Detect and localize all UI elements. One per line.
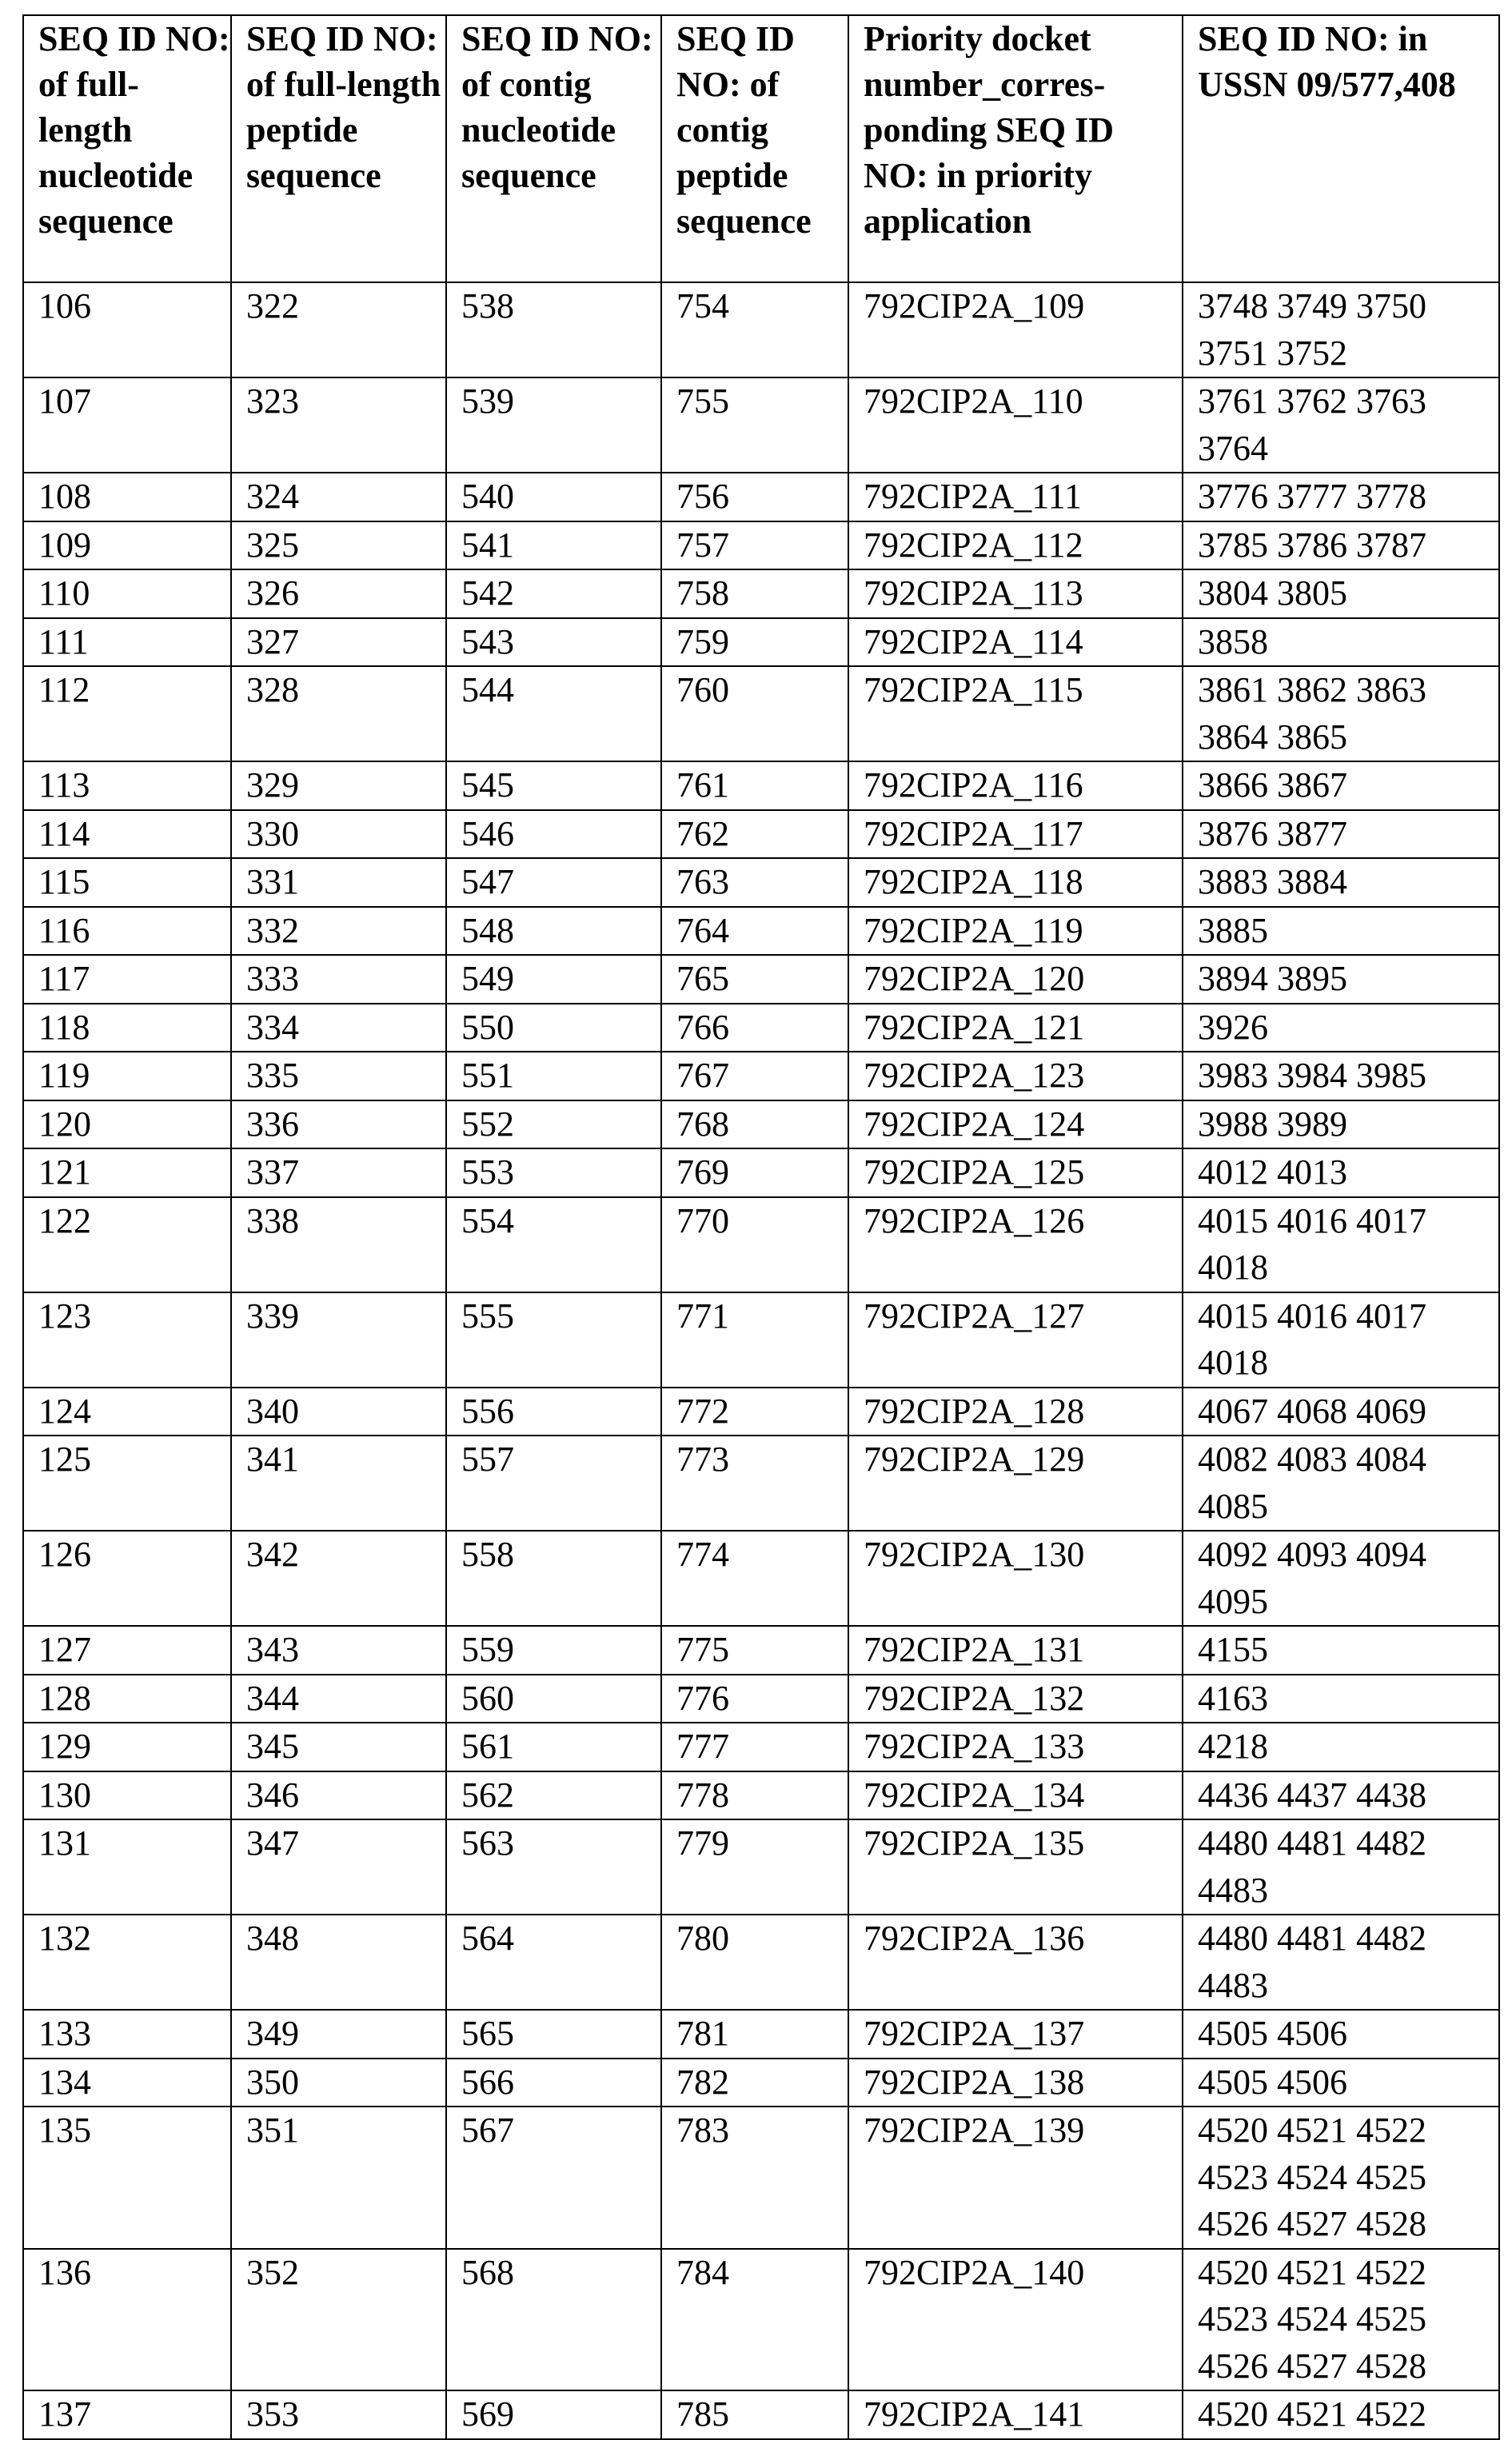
contig-nucleotide-cell: 567 (446, 2107, 661, 2249)
full-nucleotide-cell: 111 (23, 618, 231, 667)
full-peptide-cell: 347 (231, 1819, 446, 1915)
full-peptide-cell: 346 (231, 1771, 446, 1820)
contig-nucleotide-cell: 555 (446, 1292, 661, 1388)
priority-docket-cell: 792CIP2A_124 (848, 1100, 1183, 1149)
table-row (23, 377, 1499, 473)
table-row (23, 1675, 1499, 1723)
priority-docket-cell: 792CIP2A_111 (848, 473, 1183, 521)
contig-peptide-cell: 775 (661, 1626, 848, 1675)
full-peptide-cell: 327 (231, 618, 446, 667)
full-nucleotide-cell: 108 (23, 473, 231, 521)
full-nucleotide-cell: 120 (23, 1100, 231, 1149)
table-row (23, 955, 1499, 1004)
seq-id-table (22, 14, 1500, 2440)
priority-docket-cell: 792CIP2A_133 (848, 1723, 1183, 1771)
contig-peptide-cell: 760 (661, 666, 848, 761)
ussn-seq-id-cell: 4520 4521 4522 (1183, 2390, 1499, 2439)
ussn-seq-id-cell: 3804 3805 (1183, 569, 1499, 618)
contig-peptide-cell: 768 (661, 1100, 848, 1149)
full-peptide-cell: 353 (231, 2390, 446, 2439)
priority-docket-cell: 792CIP2A_120 (848, 955, 1183, 1004)
table-row (23, 618, 1499, 667)
priority-docket-cell: 792CIP2A_135 (848, 1819, 1183, 1915)
full-peptide-cell: 352 (231, 2249, 446, 2391)
contig-peptide-cell: 774 (661, 1531, 848, 1626)
ussn-seq-id-cell: 4015 4016 4017 4018 (1183, 1197, 1499, 1292)
full-nucleotide-cell: 131 (23, 1819, 231, 1915)
table-row (23, 282, 1499, 377)
priority-docket-cell: 792CIP2A_126 (848, 1197, 1183, 1292)
full-peptide-cell: 326 (231, 569, 446, 618)
full-peptide-cell: 325 (231, 521, 446, 570)
table-row (23, 569, 1499, 618)
ussn-seq-id-cell: 3883 3884 (1183, 858, 1499, 907)
full-peptide-cell: 339 (231, 1292, 446, 1388)
full-peptide-cell: 340 (231, 1388, 446, 1436)
contig-peptide-cell: 780 (661, 1915, 848, 2010)
priority-docket-cell: 792CIP2A_112 (848, 521, 1183, 570)
full-peptide-cell: 322 (231, 282, 446, 377)
ussn-seq-id-cell: 4520 4521 4522 4523 4524 4525 4526 4527 4528 (1183, 2249, 1499, 2391)
contig-nucleotide-cell: 549 (446, 955, 661, 1004)
contig-nucleotide-cell: 561 (446, 1723, 661, 1771)
contig-nucleotide-cell: 557 (446, 1436, 661, 1531)
contig-peptide-cell: 756 (661, 473, 848, 521)
full-nucleotide-cell: 110 (23, 569, 231, 618)
table-row (23, 1915, 1499, 2010)
contig-nucleotide-cell: 548 (446, 907, 661, 956)
table-row (23, 2390, 1499, 2439)
table-row (23, 1148, 1499, 1197)
table-row (23, 521, 1499, 570)
contig-peptide-cell: 772 (661, 1388, 848, 1436)
contig-peptide-cell: 758 (661, 569, 848, 618)
table-row (23, 810, 1499, 859)
priority-docket-cell: 792CIP2A_134 (848, 1771, 1183, 1820)
ussn-seq-id-cell: 4012 4013 (1183, 1148, 1499, 1197)
contig-nucleotide-cell: 539 (446, 377, 661, 473)
full-nucleotide-cell: 126 (23, 1531, 231, 1626)
ussn-seq-id-cell: 3748 3749 3750 3751 3752 (1183, 282, 1499, 377)
priority-docket-cell: 792CIP2A_110 (848, 377, 1183, 473)
priority-docket-cell: 792CIP2A_123 (848, 1052, 1183, 1100)
contig-nucleotide-cell: 544 (446, 666, 661, 761)
ussn-seq-id-cell: 4082 4083 4084 4085 (1183, 1436, 1499, 1531)
ussn-seq-id-cell: 4092 4093 4094 4095 (1183, 1531, 1499, 1626)
contig-nucleotide-cell: 547 (446, 858, 661, 907)
contig-nucleotide-cell: 545 (446, 761, 661, 810)
table-row (23, 1436, 1499, 1531)
priority-docket-cell: 792CIP2A_117 (848, 810, 1183, 859)
ussn-seq-id-cell: 4505 4506 (1183, 2059, 1499, 2107)
priority-docket-cell: 792CIP2A_127 (848, 1292, 1183, 1388)
header-ussn-seq-id: SEQ ID NO: in USSN 09/577,408 (1183, 15, 1499, 282)
contig-nucleotide-cell: 543 (446, 618, 661, 667)
contig-peptide-cell: 769 (661, 1148, 848, 1197)
ussn-seq-id-cell: 4520 4521 4522 4523 4524 4525 4526 4527 4528 (1183, 2107, 1499, 2249)
ussn-seq-id-cell: 3926 (1183, 1004, 1499, 1052)
ussn-seq-id-cell: 3866 3867 (1183, 761, 1499, 810)
full-nucleotide-cell: 124 (23, 1388, 231, 1436)
header-row (23, 15, 1499, 282)
priority-docket-cell: 792CIP2A_116 (848, 761, 1183, 810)
priority-docket-cell: 792CIP2A_109 (848, 282, 1183, 377)
priority-docket-cell: 792CIP2A_131 (848, 1626, 1183, 1675)
contig-nucleotide-cell: 556 (446, 1388, 661, 1436)
table-row (23, 1004, 1499, 1052)
full-nucleotide-cell: 130 (23, 1771, 231, 1820)
ussn-seq-id-cell: 4155 (1183, 1626, 1499, 1675)
priority-docket-cell: 792CIP2A_114 (848, 618, 1183, 667)
full-peptide-cell: 323 (231, 377, 446, 473)
full-peptide-cell: 335 (231, 1052, 446, 1100)
contig-peptide-cell: 781 (661, 2010, 848, 2059)
ussn-seq-id-cell: 4067 4068 4069 (1183, 1388, 1499, 1436)
contig-nucleotide-cell: 565 (446, 2010, 661, 2059)
full-nucleotide-cell: 135 (23, 2107, 231, 2249)
table-row (23, 2249, 1499, 2391)
table-row (23, 1388, 1499, 1436)
ussn-seq-id-cell: 4015 4016 4017 4018 (1183, 1292, 1499, 1388)
full-peptide-cell: 328 (231, 666, 446, 761)
full-nucleotide-cell: 115 (23, 858, 231, 907)
priority-docket-cell: 792CIP2A_113 (848, 569, 1183, 618)
ussn-seq-id-cell: 4480 4481 4482 4483 (1183, 1915, 1499, 2010)
contig-nucleotide-cell: 553 (446, 1148, 661, 1197)
ussn-seq-id-cell: 3983 3984 3985 (1183, 1052, 1499, 1100)
full-nucleotide-cell: 133 (23, 2010, 231, 2059)
table-row (23, 1626, 1499, 1675)
table-row (23, 907, 1499, 956)
contig-nucleotide-cell: 541 (446, 521, 661, 570)
full-peptide-cell: 333 (231, 955, 446, 1004)
full-nucleotide-cell: 116 (23, 907, 231, 956)
ussn-seq-id-cell: 3876 3877 (1183, 810, 1499, 859)
priority-docket-cell: 792CIP2A_129 (848, 1436, 1183, 1531)
ussn-seq-id-cell: 3894 3895 (1183, 955, 1499, 1004)
table-row (23, 2010, 1499, 2059)
contig-nucleotide-cell: 552 (446, 1100, 661, 1149)
priority-docket-cell: 792CIP2A_119 (848, 907, 1183, 956)
ussn-seq-id-cell: 3858 (1183, 618, 1499, 667)
full-nucleotide-cell: 125 (23, 1436, 231, 1531)
full-nucleotide-cell: 128 (23, 1675, 231, 1723)
contig-nucleotide-cell: 540 (446, 473, 661, 521)
ussn-seq-id-cell: 4163 (1183, 1675, 1499, 1723)
contig-peptide-cell: 764 (661, 907, 848, 956)
priority-docket-cell: 792CIP2A_121 (848, 1004, 1183, 1052)
contig-peptide-cell: 776 (661, 1675, 848, 1723)
table-row (23, 1531, 1499, 1626)
contig-nucleotide-cell: 566 (446, 2059, 661, 2107)
table-body (23, 282, 1499, 2439)
ussn-seq-id-cell: 3885 (1183, 907, 1499, 956)
priority-docket-cell: 792CIP2A_115 (848, 666, 1183, 761)
contig-peptide-cell: 762 (661, 810, 848, 859)
table-row (23, 1100, 1499, 1149)
priority-docket-cell: 792CIP2A_141 (848, 2390, 1183, 2439)
table-row (23, 1197, 1499, 1292)
table-row (23, 2059, 1499, 2107)
contig-nucleotide-cell: 560 (446, 1675, 661, 1723)
contig-nucleotide-cell: 538 (446, 282, 661, 377)
full-peptide-cell: 337 (231, 1148, 446, 1197)
contig-peptide-cell: 766 (661, 1004, 848, 1052)
full-nucleotide-cell: 129 (23, 1723, 231, 1771)
full-nucleotide-cell: 114 (23, 810, 231, 859)
contig-peptide-cell: 771 (661, 1292, 848, 1388)
priority-docket-cell: 792CIP2A_128 (848, 1388, 1183, 1436)
contig-nucleotide-cell: 563 (446, 1819, 661, 1915)
full-nucleotide-cell: 122 (23, 1197, 231, 1292)
full-peptide-cell: 342 (231, 1531, 446, 1626)
full-nucleotide-cell: 136 (23, 2249, 231, 2391)
full-nucleotide-cell: 117 (23, 955, 231, 1004)
contig-peptide-cell: 783 (661, 2107, 848, 2249)
ussn-seq-id-cell: 4480 4481 4482 4483 (1183, 1819, 1499, 1915)
contig-nucleotide-cell: 551 (446, 1052, 661, 1100)
full-peptide-cell: 329 (231, 761, 446, 810)
contig-peptide-cell: 778 (661, 1771, 848, 1820)
ussn-seq-id-cell: 3861 3862 3863 3864 3865 (1183, 666, 1499, 761)
table-row (23, 2107, 1499, 2249)
contig-nucleotide-cell: 546 (446, 810, 661, 859)
full-nucleotide-cell: 119 (23, 1052, 231, 1100)
table-row (23, 473, 1499, 521)
table-row (23, 1292, 1499, 1388)
priority-docket-cell: 792CIP2A_138 (848, 2059, 1183, 2107)
ussn-seq-id-cell: 4218 (1183, 1723, 1499, 1771)
priority-docket-cell: 792CIP2A_140 (848, 2249, 1183, 2391)
table-row (23, 1723, 1499, 1771)
header-priority-docket: Priority docket number_corres-ponding SEQ ID NO: in priority application (848, 15, 1183, 282)
contig-peptide-cell: 754 (661, 282, 848, 377)
ussn-seq-id-cell: 3776 3777 3778 (1183, 473, 1499, 521)
full-peptide-cell: 334 (231, 1004, 446, 1052)
table-row (23, 858, 1499, 907)
full-nucleotide-cell: 112 (23, 666, 231, 761)
full-nucleotide-cell: 109 (23, 521, 231, 570)
ussn-seq-id-cell: 4436 4437 4438 (1183, 1771, 1499, 1820)
table-row (23, 761, 1499, 810)
full-peptide-cell: 343 (231, 1626, 446, 1675)
priority-docket-cell: 792CIP2A_139 (848, 2107, 1183, 2249)
full-peptide-cell: 341 (231, 1436, 446, 1531)
full-peptide-cell: 344 (231, 1675, 446, 1723)
contig-peptide-cell: 757 (661, 521, 848, 570)
priority-docket-cell: 792CIP2A_118 (848, 858, 1183, 907)
header-contig-nucleotide: SEQ ID NO: of contig nucleotide sequence (446, 15, 661, 282)
contig-peptide-cell: 779 (661, 1819, 848, 1915)
priority-docket-cell: 792CIP2A_132 (848, 1675, 1183, 1723)
contig-nucleotide-cell: 559 (446, 1626, 661, 1675)
priority-docket-cell: 792CIP2A_137 (848, 2010, 1183, 2059)
full-peptide-cell: 330 (231, 810, 446, 859)
contig-peptide-cell: 765 (661, 955, 848, 1004)
contig-peptide-cell: 770 (661, 1197, 848, 1292)
full-peptide-cell: 332 (231, 907, 446, 956)
header-contig-peptide: SEQ ID NO: of contig peptide sequence (661, 15, 848, 282)
full-peptide-cell: 351 (231, 2107, 446, 2249)
full-nucleotide-cell: 127 (23, 1626, 231, 1675)
priority-docket-cell: 792CIP2A_136 (848, 1915, 1183, 2010)
table-row (23, 1052, 1499, 1100)
contig-nucleotide-cell: 550 (446, 1004, 661, 1052)
contig-peptide-cell: 761 (661, 761, 848, 810)
table-row (23, 666, 1499, 761)
full-peptide-cell: 331 (231, 858, 446, 907)
full-peptide-cell: 345 (231, 1723, 446, 1771)
full-nucleotide-cell: 134 (23, 2059, 231, 2107)
contig-nucleotide-cell: 554 (446, 1197, 661, 1292)
full-nucleotide-cell: 118 (23, 1004, 231, 1052)
priority-docket-cell: 792CIP2A_125 (848, 1148, 1183, 1197)
header-full-nucleotide: SEQ ID NO: of full-length nucleotide sequence (23, 15, 231, 282)
full-nucleotide-cell: 106 (23, 282, 231, 377)
contig-nucleotide-cell: 564 (446, 1915, 661, 2010)
contig-peptide-cell: 763 (661, 858, 848, 907)
full-nucleotide-cell: 113 (23, 761, 231, 810)
contig-peptide-cell: 767 (661, 1052, 848, 1100)
contig-peptide-cell: 782 (661, 2059, 848, 2107)
contig-peptide-cell: 759 (661, 618, 848, 667)
full-peptide-cell: 350 (231, 2059, 446, 2107)
full-nucleotide-cell: 107 (23, 377, 231, 473)
full-peptide-cell: 324 (231, 473, 446, 521)
full-peptide-cell: 336 (231, 1100, 446, 1149)
full-nucleotide-cell: 121 (23, 1148, 231, 1197)
full-nucleotide-cell: 132 (23, 1915, 231, 2010)
header-full-peptide: SEQ ID NO: of full-length peptide sequence (231, 15, 446, 282)
contig-peptide-cell: 785 (661, 2390, 848, 2439)
full-peptide-cell: 338 (231, 1197, 446, 1292)
ussn-seq-id-cell: 4505 4506 (1183, 2010, 1499, 2059)
table-row (23, 1819, 1499, 1915)
full-nucleotide-cell: 123 (23, 1292, 231, 1388)
contig-nucleotide-cell: 569 (446, 2390, 661, 2439)
contig-nucleotide-cell: 558 (446, 1531, 661, 1626)
contig-nucleotide-cell: 562 (446, 1771, 661, 1820)
ussn-seq-id-cell: 3761 3762 3763 3764 (1183, 377, 1499, 473)
full-nucleotide-cell: 137 (23, 2390, 231, 2439)
full-peptide-cell: 348 (231, 1915, 446, 2010)
contig-peptide-cell: 777 (661, 1723, 848, 1771)
table-row (23, 1771, 1499, 1820)
ussn-seq-id-cell: 3988 3989 (1183, 1100, 1499, 1149)
ussn-seq-id-cell: 3785 3786 3787 (1183, 521, 1499, 570)
priority-docket-cell: 792CIP2A_130 (848, 1531, 1183, 1626)
contig-nucleotide-cell: 542 (446, 569, 661, 618)
contig-nucleotide-cell: 568 (446, 2249, 661, 2391)
contig-peptide-cell: 755 (661, 377, 848, 473)
contig-peptide-cell: 773 (661, 1436, 848, 1531)
contig-peptide-cell: 784 (661, 2249, 848, 2391)
full-peptide-cell: 349 (231, 2010, 446, 2059)
